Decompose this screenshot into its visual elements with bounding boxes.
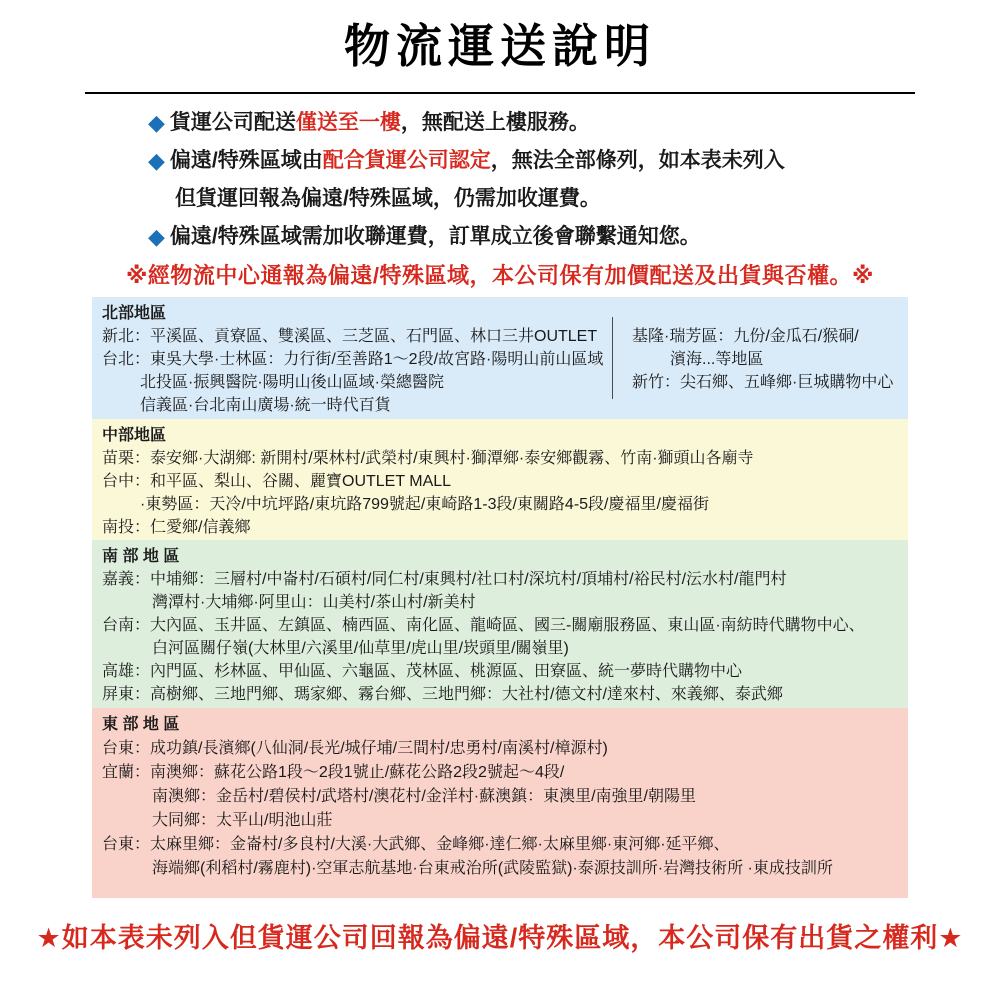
note-segment: 貨運公司配送 xyxy=(169,111,296,134)
region-line: 新北：平溪區、貢寮區、雙溪區、三芝區、石門區、林口三井OUTLET xyxy=(102,328,598,345)
note-segment: ，無法全部條列，如本表未列入 xyxy=(490,149,785,172)
region-central xyxy=(92,419,908,540)
region-east xyxy=(92,708,908,898)
region-line: 新竹：尖石鄉、五峰鄉·巨城購物中心 xyxy=(632,374,894,391)
note-segment: ，無配送上樓服務。 xyxy=(400,111,590,134)
region-line: 基隆·瑞芳區：九份/金瓜石/猴硐/ xyxy=(632,328,859,345)
region-line: ·東勢區：天冷/中坑坪路/東坑路799號起/東崎路1-3段/東關路4-5段/慶福里/慶福街 xyxy=(140,496,709,513)
diamond-bullet-icon: ◆ xyxy=(148,110,165,135)
region-line: 灣潭村·大埔鄉·阿里山：山美村/茶山村/新美村 xyxy=(152,594,476,611)
region-line: 高雄：內門區、杉林區、甲仙區、六龜區、茂林區、桃源區、田寮區、統一夢時代購物中心 xyxy=(102,663,743,680)
note-text xyxy=(170,146,785,175)
region-line: 台北：東吳大學·士林區：力行街/至善路1～2段/故宮路·陽明山前山區域 xyxy=(102,351,604,368)
region-line: 苗栗：泰安鄉·大湖鄉: 新開村/栗林村/武榮村/東興村·獅潭鄉·泰安鄉觀霧、竹南·獅頭山各廟寺 xyxy=(102,450,754,467)
note-text xyxy=(170,108,590,137)
region-line: 台東：成功鎮/長濱鄉(八仙洞/長光/城仔埔/三間村/忠勇村/南溪村/樟源村) xyxy=(102,740,608,757)
page-title: 物流運送說明 xyxy=(344,20,656,72)
region-north xyxy=(92,297,908,419)
note-item-continuation xyxy=(148,184,920,213)
region-line: 海端鄉(利稻村/霧鹿村)·空軍志航基地·台東戒治所(武陵監獄)·泰源技訓所·岩灣技術所 ·東成技訓所 xyxy=(152,860,833,877)
diamond-bullet-icon: ◆ xyxy=(148,224,165,249)
note-text: 偏遠/特殊區域需加收聯運費，訂單成立後會聯繫通知您。 xyxy=(169,225,701,248)
region-title: 東 部 地 區 xyxy=(102,716,180,733)
note-segment: 偏遠/特殊區域由 xyxy=(169,149,323,172)
region-line: 台東：太麻里鄉：金崙村/多良村/大溪·大武鄉、金峰鄉·達仁鄉·太麻里鄉·東河鄉·延平鄉、 xyxy=(102,836,730,853)
diamond-bullet-icon: ◆ xyxy=(148,148,165,173)
region-line: 屏東：高樹鄉、三地門鄉、瑪家鄉、霧台鄉、三地門鄉：大社村/德文村/達來村、來義鄉、泰武鄉 xyxy=(102,686,783,703)
regions-table xyxy=(92,297,908,898)
note-highlight: 配合貨運公司認定 xyxy=(322,149,491,172)
region-line: 南投：仁愛鄉/信義鄉 xyxy=(102,519,251,536)
north-left-column xyxy=(102,302,602,417)
note-item xyxy=(148,108,920,137)
region-title: 南 部 地 區 xyxy=(102,548,180,565)
region-line: 北投區·振興醫院·陽明山後山區域·榮總醫院 xyxy=(140,374,444,391)
column-divider xyxy=(612,317,613,399)
footer-notice: ★如本表未列入但貨運公司回報為偏遠/特殊區域，本公司保有出貨之權利★ xyxy=(36,923,964,953)
title-divider xyxy=(85,92,915,94)
region-line: 大同鄉：太平山/明池山莊 xyxy=(152,812,333,829)
region-line: 濱海...等地區 xyxy=(670,351,764,368)
note-item xyxy=(148,146,920,175)
north-right-column xyxy=(632,325,902,394)
region-line: 嘉義：中埔鄉：三層村/中崙村/石碩村/同仁村/東興村/社口村/深坑村/頂埔村/裕民村/沄水村/龍門村 xyxy=(102,571,787,588)
region-line: 白河區關仔嶺(大林里/六溪里/仙草里/虎山里/崁頭里/關嶺里) xyxy=(152,640,569,657)
region-south xyxy=(92,540,908,708)
region-line: 台南：大內區、玉井區、左鎮區、楠西區、南化區、龍崎區、國三-關廟服務區、東山區·南紡時代購物中心、 xyxy=(102,617,865,634)
region-line: 台中：和平區、梨山、谷關、麗寶OUTLET MALL xyxy=(102,473,452,490)
region-line: 南澳鄉：金岳村/碧侯村/武塔村/澳花村/金洋村·蘇澳鎮：東澳里/南強里/朝陽里 xyxy=(152,788,697,805)
shipping-notes xyxy=(148,108,920,260)
region-line: 宜蘭：南澳鄉：蘇花公路1段～2段1號止/蘇花公路2段2號起～4段/ xyxy=(102,764,565,781)
note-item xyxy=(148,222,920,251)
region-line: 信義區·台北南山廣場·統一時代百貨 xyxy=(140,397,391,414)
surcharge-notice: ※經物流中心通報為偏遠/特殊區域，本公司保有加價配送及出貨與否權。※ xyxy=(126,263,874,288)
region-title: 中部地區 xyxy=(102,427,167,444)
note-text: 但貨運回報為偏遠/特殊區域，仍需加收運費。 xyxy=(175,187,601,210)
note-highlight: 僅送至一樓 xyxy=(295,111,401,134)
region-title: 北部地區 xyxy=(102,305,167,322)
